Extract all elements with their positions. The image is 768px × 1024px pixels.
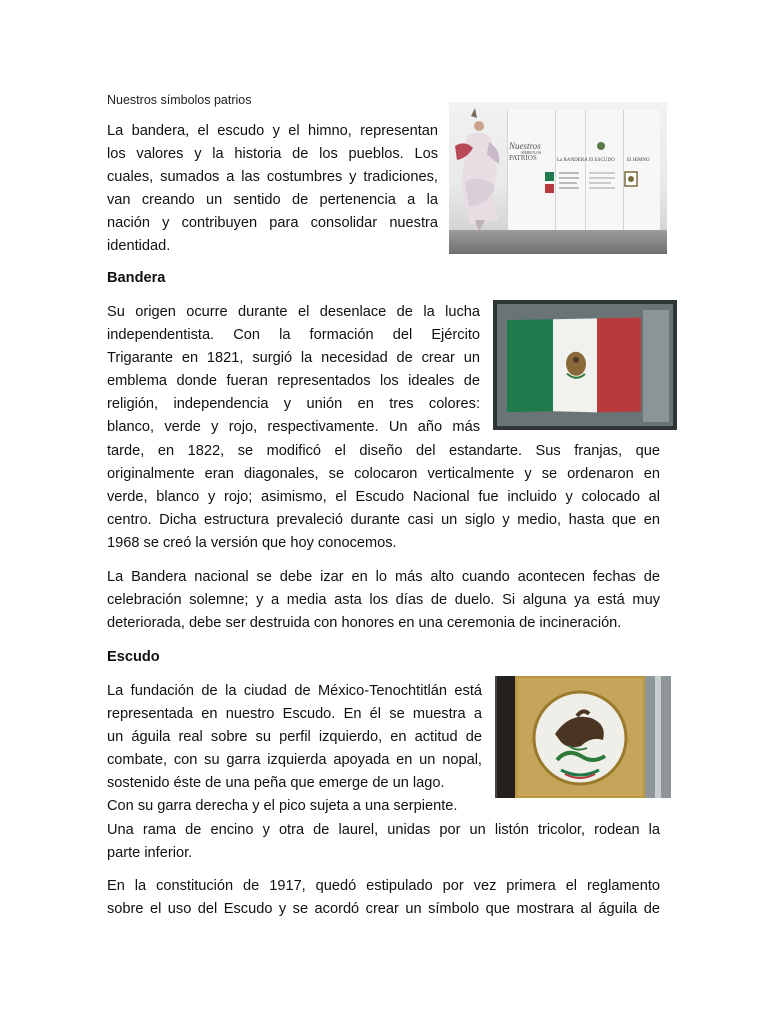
text-line: En la constitución de 1917, quedó estipulado por vez primera el reglamento: [107, 878, 660, 894]
text-line: tarde, en 1822, se modificó el diseño del estandarte. Sus franjas, que: [107, 442, 660, 459]
text-line: deteriorada, debe ser destruida con honores en una ceremonia de incineración.: [107, 615, 622, 632]
text-line: combate, con su garra izquierda apoyada en un nopal,: [107, 752, 482, 769]
exhibit-heading-small: SÍMBOLOS: [521, 150, 542, 155]
escudo-paragraph-2: [107, 875, 660, 921]
text-line: Su origen ocurre durante el desenlace de la lucha: [107, 304, 480, 320]
text-line: 1968 se creó la versión que hoy conocemos.: [107, 534, 397, 551]
text-line: religión, independencia y unión en tres colores:: [107, 396, 480, 413]
text-line: cuales, sumados a las costumbres y tradiciones,: [107, 169, 438, 186]
text-line: emblema donde fueran representados los ideales de: [107, 373, 480, 390]
text-line: La Bandera nacional se debe izar en lo más alto cuando acontecen fechas de: [107, 569, 660, 585]
text-line: van creando un sentido de pertenencia a la: [107, 192, 438, 209]
text-line: La fundación de la ciudad de México-Tenochtitlán está: [107, 683, 482, 699]
text-line: sostenido éste de una peña que emerge de un lago.: [107, 775, 445, 792]
coat-of-arms-photo: [495, 676, 671, 798]
coat-of-arms-icon: [495, 676, 671, 798]
text-line: parte inferior.: [107, 844, 193, 861]
text-line: Trigarante en 1821, surgió la necesidad de crear un: [107, 350, 480, 367]
exhibit-label-escudo: El ESCUDO: [589, 158, 615, 163]
section-heading-bandera: Bandera: [107, 270, 166, 286]
text-line: sobre el uso del Escudo y se acordó crear un símbolo que mostrara al águila de: [107, 901, 660, 918]
text-line: verde, blanco y rojo; asimismo, el Escudo Nacional fue incluido y colocado al: [107, 488, 660, 505]
text-line: independentista. Con la formación del Ejército: [107, 327, 480, 344]
text-line: Una rama de encino y otra de laurel, unidas por un listón tricolor, rodean la: [107, 821, 660, 838]
document-title: Nuestros símbolos patrios: [107, 93, 252, 107]
section-heading-escudo: Escudo: [107, 649, 160, 665]
text-line: originalmente eran diagonales, se colocaron verticalmente y se ordenaron en: [107, 465, 660, 482]
text-line: los valores y la historia de los pueblos. Los: [107, 146, 438, 163]
exhibit-label-himno: El HIMNO: [627, 158, 650, 163]
intro-paragraph: [107, 120, 438, 259]
text-line: La bandera, el escudo y el himno, representan: [107, 123, 438, 139]
mexican-flag-icon: [493, 300, 677, 430]
exhibit-heading-main: PATRIOS: [509, 154, 537, 162]
text-line: representada en nuestro Escudo. En él se muestra a: [107, 706, 482, 723]
text-line: celebración solemne; y a media asta los días de duelo. Si alguna ya está muy: [107, 592, 660, 609]
text-line: centro. Dicha estructura prevaleció durante casi un siglo y medio, hasta que en: [107, 511, 660, 528]
exhibit-photo: [449, 102, 667, 254]
exhibit-label-bandera: La BANDERA: [557, 158, 588, 163]
text-line: Con su garra derecha y el pico sujeta a una serpiente.: [107, 798, 458, 815]
text-line: identidad.: [107, 238, 171, 255]
text-line: blanco, verde y rojo, respectivamente. Un año más: [107, 419, 480, 436]
bandera-paragraph-2: [107, 566, 660, 635]
text-line: nación y contribuyen para consolidar nuestra: [107, 215, 438, 232]
exhibit-heading-script: Nuestros: [509, 141, 541, 151]
mexican-flag-photo: [493, 300, 677, 430]
text-line: un águila real sobre su perfil izquierdo, en actitud de: [107, 729, 482, 746]
